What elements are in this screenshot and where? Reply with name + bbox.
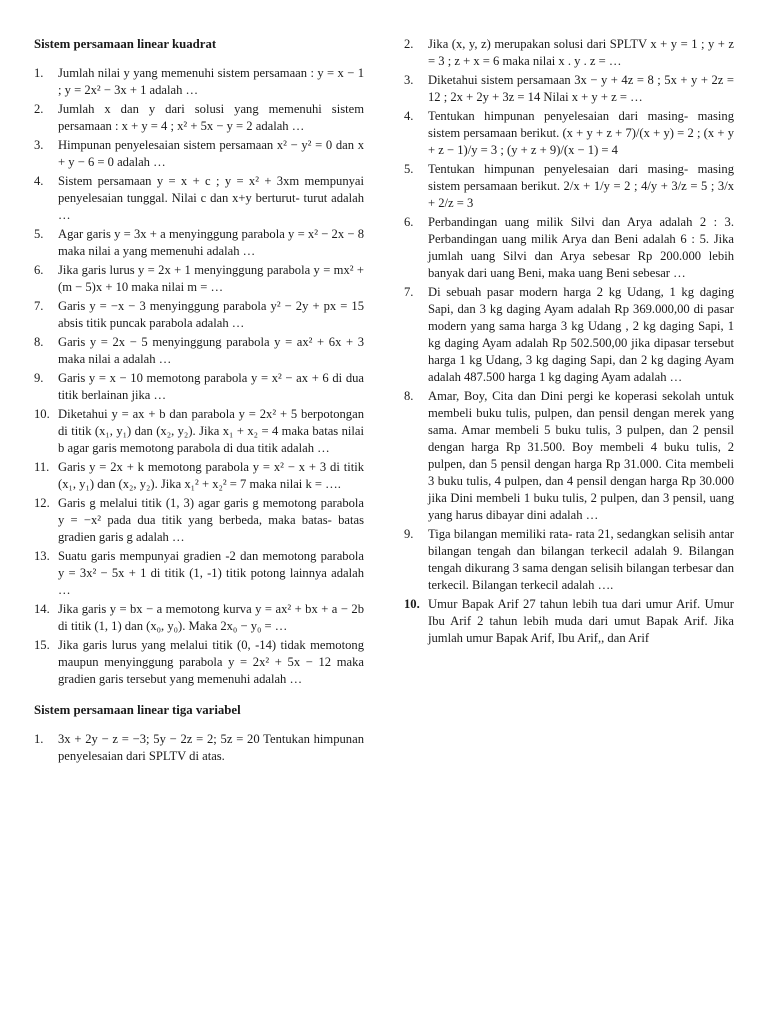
question-text: Diketahui sistem persamaan 3x − y + 4z = 8 ; 5x + y + 2z = 12 ; 2x + 2y + 3z = 14 Nilai x + y + z = … (428, 73, 734, 104)
question-text: Jika garis y = bx − a memotong kurva y = ax² + bx + a − 2b di titik (1, 1) dan (x₀, y₀). Maka 2x₀ − y₀ = … (58, 602, 364, 633)
question-text: Jika (x, y, z) merupakan solusi dari SPLTV x + y = 1 ; y + z = 3 ; z + x = 6 maka nilai x . y . z = … (428, 37, 734, 68)
question-number: 14. (34, 602, 50, 616)
question-list-three-variable (34, 731, 364, 765)
question-text: Suatu garis mempunyai gradien -2 dan memotong parabola y = 3x² − 5x + 1 di titik (1, -1) titik potong lainnya adalah … (58, 549, 364, 597)
question-number: 2. (404, 37, 414, 51)
question-text: Garis y = x − 10 memotong parabola y = x² − ax + 6 di dua titik berlainan jika … (58, 371, 364, 402)
section-heading-linear-quadratic: Sistem persamaan linear kuadrat (34, 37, 217, 51)
question-number: 1. (34, 66, 44, 80)
question-item (34, 334, 364, 368)
question-text: Jika garis lurus y = 2x + 1 menyinggung parabola y = mx² + (m − 5)x + 10 maka nilai m = … (58, 263, 364, 294)
question-text: Himpunan penyelesaian sistem persamaan x² − y² = 0 dan x + y − 6 = 0 adalah … (58, 138, 364, 169)
question-item (404, 388, 734, 524)
question-text: Umur Bapak Arif 27 tahun lebih tua dari umur Arif. Umur Ibu Arif 2 tahun lebih muda dari umut Bapak Arif. Jika jumlah umur Bapak Arif, Ibu Arif,, dan Arif (428, 597, 734, 645)
question-item (34, 731, 364, 765)
right-column (404, 36, 734, 649)
question-text: Jika garis lurus yang melalui titik (0, -14) tidak memotong maupun menyinggung parabola y = 2x² + 5x − 12 maka gradien garis tersebut yang memenuhi adalah … (58, 638, 364, 686)
question-text: Tentukan himpunan penyelesaian dari masing- masing sistem persamaan berikut. 2/x + 1/y = 2 ; 4/y + 3/z = 5 ; 3/x + 2/z = 3 (428, 162, 734, 210)
question-text: Jumlah x dan y dari solusi yang memenuhi sistem persamaan : x + y = 4 ; x² + 5x − y = 2 adalah … (58, 102, 364, 133)
question-number: 4. (404, 109, 414, 123)
question-number: 5. (34, 227, 44, 241)
question-text: Garis y = 2x + k memotong parabola y = x² − x + 3 di titik (x₁, y₁) dan (x₂, y₂). Jika x₁² + x₂² = 7 maka nilai k = …. (58, 460, 364, 491)
question-number: 11. (34, 460, 50, 474)
question-number: 6. (34, 263, 44, 277)
question-number: 2. (34, 102, 44, 116)
question-number: 15. (34, 638, 50, 652)
question-item (404, 72, 734, 106)
question-item (404, 284, 734, 386)
question-text: Garis y = −x − 3 menyinggung parabola y² − 2y + px = 15 absis titik puncak parabola adalah … (58, 299, 364, 330)
question-number: 10. (404, 597, 420, 611)
question-text: Jumlah nilai y yang memenuhi sistem persamaan : y = x − 1 ; y = 2x² − 3x + 1 adalah … (58, 66, 364, 97)
question-item (34, 226, 364, 260)
question-item (34, 65, 364, 99)
question-text: Garis g melalui titik (1, 3) agar garis g memotong parabola y = −x² pada dua titik yang berbeda, maka batas- batas gradien garis g adalah … (58, 496, 364, 544)
question-number: 1. (34, 732, 44, 746)
question-number: 3. (404, 73, 414, 87)
question-number: 3. (34, 138, 44, 152)
question-text: Garis y = 2x − 5 menyinggung parabola y = ax² + 6x + 3 maka nilai a adalah … (58, 335, 364, 366)
question-number: 10. (34, 407, 50, 421)
question-text: Diketahui y = ax + b dan parabola y = 2x² + 5 berpotongan di titik (x₁, y₁) dan (x₂, y₂). Jika x₁ + x₂ = 4 maka batas nilai b agar garis memotong parabola di dua titik adalah … (58, 407, 364, 455)
question-list-three-variable-continued (404, 36, 734, 647)
question-number: 4. (34, 174, 44, 188)
question-item (34, 459, 364, 493)
question-number: 9. (34, 371, 44, 385)
question-number: 7. (404, 285, 414, 299)
question-number: 5. (404, 162, 414, 176)
question-text: Tentukan himpunan penyelesaian dari masing- masing sistem persamaan berikut. (x + y + z + 7)/(x + y) = 2 ; (x + y + z − 1)/y = 3 ; (y + z + 9)/(x − 1) = 4 (428, 109, 734, 157)
question-number: 13. (34, 549, 50, 563)
question-text: 3x + 2y − z = −3; 5y − 2z = 2; 5z = 20 Tentukan himpunan penyelesaian dari SPLTV di atas. (58, 732, 364, 763)
question-item (404, 36, 734, 70)
question-item (34, 137, 364, 171)
question-item (34, 548, 364, 599)
question-item (34, 370, 364, 404)
question-item (34, 406, 364, 457)
section-heading-three-variable: Sistem persamaan linear tiga variabel (34, 703, 241, 717)
question-item (34, 495, 364, 546)
question-text: Di sebuah pasar modern harga 2 kg Udang, 1 kg daging Sapi, dan 3 kg daging Ayam adalah Rp 369.000,00 di pasar modern yang sama harga 3 kg Udang , 2 kg daging Sapi, 1 kg daging Ayam adalah Rp 502.500,00 jika dipasar tersebut harga 1 kg Udang, 3 kg daging Sapi, dan 2 kg daging Ayam adalah 487.500 harga 1 kg daging Ayam adalah … (428, 285, 734, 384)
question-item (404, 161, 734, 212)
question-item (404, 596, 734, 647)
question-text: Agar garis y = 3x + a menyinggung parabola y = x² − 2x − 8 maka nilai a yang memenuhi adalah … (58, 227, 364, 258)
question-text: Sistem persamaan y = x + c ; y = x² + 3xm mempunyai penyelesaian tunggal. Nilai c dan x+y berturut- turut adalah … (58, 174, 364, 222)
question-list-linear-quadratic (34, 65, 364, 688)
left-column (34, 36, 364, 767)
question-item (404, 214, 734, 282)
question-text: Tiga bilangan memiliki rata- rata 21, sedangkan selisih antar bilangan tengah dan bilangan terkecil adalah 9. Bilangan tengah dikurang 3 sama dengan selisih bilangan terbesar dan terkecil. Bilangan terkecil adalah …. (428, 527, 734, 592)
question-item (34, 262, 364, 296)
question-number: 6. (404, 215, 414, 229)
question-number: 9. (404, 527, 414, 541)
question-item (34, 601, 364, 635)
question-number: 8. (34, 335, 44, 349)
question-item (34, 298, 364, 332)
question-text: Perbandingan uang milik Silvi dan Arya adalah 2 : 3. Perbandingan uang milik Arya dan Beni adalah 6 : 5. Jika jumlah uang Silvi dan Arya sebesar Rp 200.000 lebih banyak dari uang Beni, maka uang Beni sebesar … (428, 215, 734, 280)
question-number: 8. (404, 389, 414, 403)
question-item (404, 108, 734, 159)
question-item (34, 173, 364, 224)
question-number: 7. (34, 299, 44, 313)
question-item (34, 101, 364, 135)
question-item (34, 637, 364, 688)
question-text: Amar, Boy, Cita dan Dini pergi ke koperasi sekolah untuk membeli buku tulis, pulpen, dan pensil dengan merek yang sama. Amar membeli 5 buku tulis, 3 pulpen, dan 2 pensil dengan harga Rp 31.500. Boy membeli 4 buku tulis, 2 pulpen, dan 5 pensil dengan harga Rp 31.000. Cita membeli 3 buku tulis, 4 pulpen, dan 4 pensil dengan harga Rp 30.000 jika Dini membeli 1 buku tulis, 2 pulpen, dan 3 pensil, uang yang harus dibayar dini adalah … (428, 389, 734, 522)
question-item (404, 526, 734, 594)
question-number: 12. (34, 496, 50, 510)
